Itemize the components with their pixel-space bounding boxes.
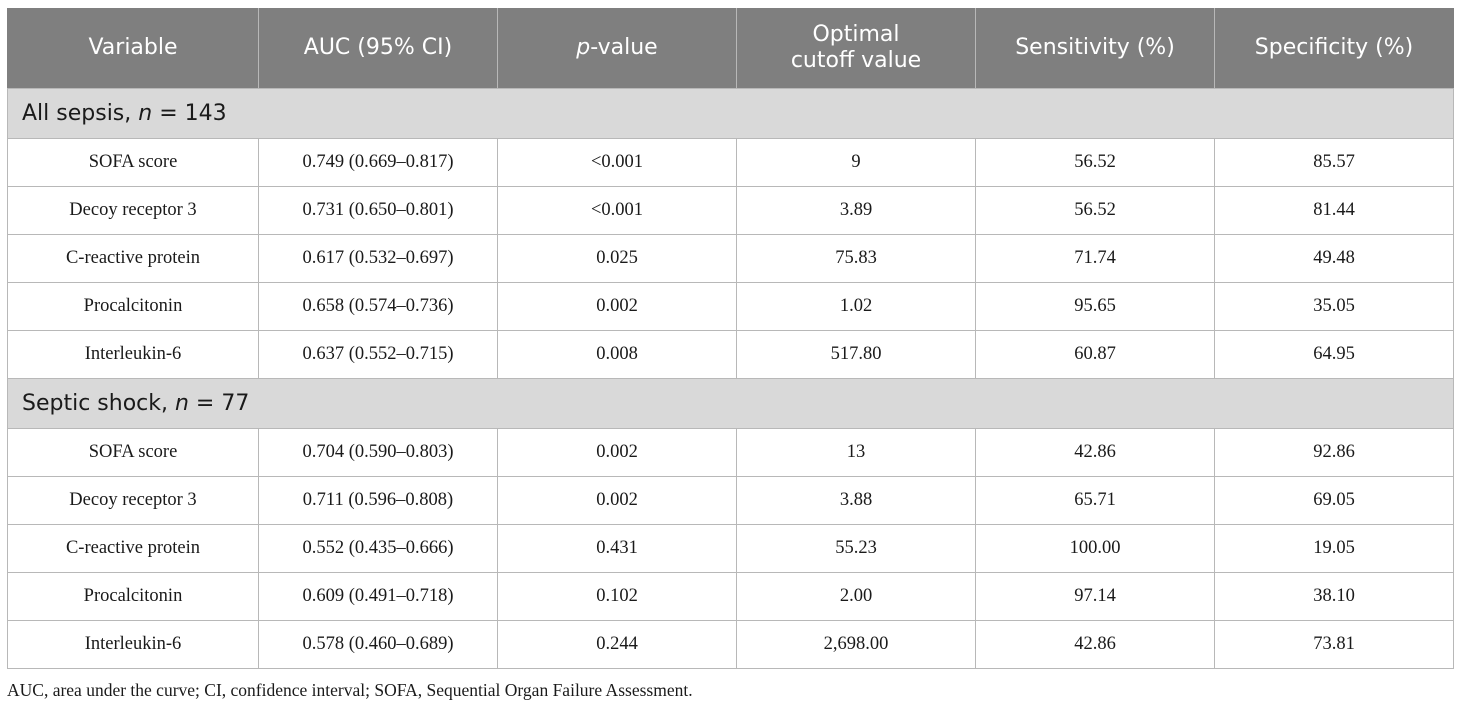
group-label-prefix: Septic shock, bbox=[22, 390, 175, 416]
cell-cutoff: 1.02 bbox=[737, 282, 976, 330]
cell-cutoff: 75.83 bbox=[737, 234, 976, 282]
cell-variable: Procalcitonin bbox=[8, 572, 259, 620]
header-sensitivity: Sensitivity (%) bbox=[976, 8, 1215, 88]
cell-sensitivity: 42.86 bbox=[976, 620, 1215, 668]
table-row bbox=[8, 138, 1454, 186]
cell-variable: SOFA score bbox=[8, 138, 259, 186]
cell-specificity: 49.48 bbox=[1215, 234, 1454, 282]
roc-table bbox=[7, 8, 1454, 669]
cell-specificity: 19.05 bbox=[1215, 524, 1454, 572]
cell-p-value: 0.002 bbox=[498, 428, 737, 476]
cell-specificity: 35.05 bbox=[1215, 282, 1454, 330]
cell-auc: 0.658 (0.574–0.736) bbox=[259, 282, 498, 330]
cell-p-value: 0.002 bbox=[498, 476, 737, 524]
cell-variable: Decoy receptor 3 bbox=[8, 476, 259, 524]
cell-p-value: 0.431 bbox=[498, 524, 737, 572]
cell-auc: 0.617 (0.532–0.697) bbox=[259, 234, 498, 282]
cell-p-value: <0.001 bbox=[498, 138, 737, 186]
header-cutoff-line2: cutoff value bbox=[790, 47, 922, 73]
header-cutoff bbox=[737, 8, 976, 88]
cell-specificity: 69.05 bbox=[1215, 476, 1454, 524]
group-label bbox=[8, 378, 1454, 428]
cell-specificity: 85.57 bbox=[1215, 138, 1454, 186]
cell-auc: 0.578 (0.460–0.689) bbox=[259, 620, 498, 668]
group-header-row bbox=[8, 88, 1454, 138]
group-n-symbol: n bbox=[138, 100, 153, 126]
cell-cutoff: 13 bbox=[737, 428, 976, 476]
table-row bbox=[8, 330, 1454, 378]
group-n-value: = 77 bbox=[188, 390, 250, 416]
cell-variable: C-reactive protein bbox=[8, 524, 259, 572]
header-p-value bbox=[498, 8, 737, 88]
cell-sensitivity: 71.74 bbox=[976, 234, 1215, 282]
cell-cutoff: 517.80 bbox=[737, 330, 976, 378]
cell-sensitivity: 60.87 bbox=[976, 330, 1215, 378]
cell-sensitivity: 100.00 bbox=[976, 524, 1215, 572]
cell-p-value: 0.244 bbox=[498, 620, 737, 668]
cell-auc: 0.749 (0.669–0.817) bbox=[259, 138, 498, 186]
cell-sensitivity: 56.52 bbox=[976, 186, 1215, 234]
cell-cutoff: 2.00 bbox=[737, 572, 976, 620]
group-header-row bbox=[8, 378, 1454, 428]
cell-specificity: 73.81 bbox=[1215, 620, 1454, 668]
table-header bbox=[8, 8, 1454, 88]
cell-specificity: 92.86 bbox=[1215, 428, 1454, 476]
table-row bbox=[8, 524, 1454, 572]
cell-auc: 0.704 (0.590–0.803) bbox=[259, 428, 498, 476]
group-label bbox=[8, 88, 1454, 138]
cell-auc: 0.731 (0.650–0.801) bbox=[259, 186, 498, 234]
cell-p-value: 0.025 bbox=[498, 234, 737, 282]
cell-variable: Procalcitonin bbox=[8, 282, 259, 330]
cell-specificity: 38.10 bbox=[1215, 572, 1454, 620]
cell-variable: SOFA score bbox=[8, 428, 259, 476]
header-specificity: Specificity (%) bbox=[1215, 8, 1454, 88]
cell-sensitivity: 65.71 bbox=[976, 476, 1215, 524]
table-row bbox=[8, 428, 1454, 476]
table-row bbox=[8, 476, 1454, 524]
group-label-prefix: All sepsis, bbox=[22, 100, 139, 126]
cell-sensitivity: 42.86 bbox=[976, 428, 1215, 476]
header-p-rest: -value bbox=[590, 34, 658, 60]
table-row bbox=[8, 234, 1454, 282]
header-variable: Variable bbox=[8, 8, 259, 88]
header-auc: AUC (95% CI) bbox=[259, 8, 498, 88]
header-p-italic: p bbox=[576, 34, 591, 60]
cell-sensitivity: 97.14 bbox=[976, 572, 1215, 620]
cell-sensitivity: 95.65 bbox=[976, 282, 1215, 330]
cell-auc: 0.552 (0.435–0.666) bbox=[259, 524, 498, 572]
table-row bbox=[8, 620, 1454, 668]
cell-cutoff: 55.23 bbox=[737, 524, 976, 572]
header-cutoff-line1: Optimal bbox=[812, 21, 900, 47]
cell-auc: 0.609 (0.491–0.718) bbox=[259, 572, 498, 620]
table-row bbox=[8, 186, 1454, 234]
cell-variable: Decoy receptor 3 bbox=[8, 186, 259, 234]
cell-sensitivity: 56.52 bbox=[976, 138, 1215, 186]
table-row bbox=[8, 282, 1454, 330]
group-n-value: = 143 bbox=[152, 100, 227, 126]
cell-variable: C-reactive protein bbox=[8, 234, 259, 282]
table-body bbox=[8, 88, 1454, 668]
cell-specificity: 81.44 bbox=[1215, 186, 1454, 234]
header-row bbox=[8, 8, 1454, 88]
table-row bbox=[8, 572, 1454, 620]
cell-variable: Interleukin-6 bbox=[8, 330, 259, 378]
cell-p-value: 0.008 bbox=[498, 330, 737, 378]
cell-variable: Interleukin-6 bbox=[8, 620, 259, 668]
cell-p-value: <0.001 bbox=[498, 186, 737, 234]
group-n-symbol: n bbox=[174, 390, 189, 416]
table-footnote: AUC, area under the curve; CI, confidence interval; SOFA, Sequential Organ Failure Assessment. bbox=[7, 680, 693, 700]
cell-auc: 0.637 (0.552–0.715) bbox=[259, 330, 498, 378]
cell-cutoff: 9 bbox=[737, 138, 976, 186]
cell-cutoff: 3.89 bbox=[737, 186, 976, 234]
cell-specificity: 64.95 bbox=[1215, 330, 1454, 378]
cell-auc: 0.711 (0.596–0.808) bbox=[259, 476, 498, 524]
cell-cutoff: 2,698.00 bbox=[737, 620, 976, 668]
cell-p-value: 0.002 bbox=[498, 282, 737, 330]
cell-p-value: 0.102 bbox=[498, 572, 737, 620]
cell-cutoff: 3.88 bbox=[737, 476, 976, 524]
